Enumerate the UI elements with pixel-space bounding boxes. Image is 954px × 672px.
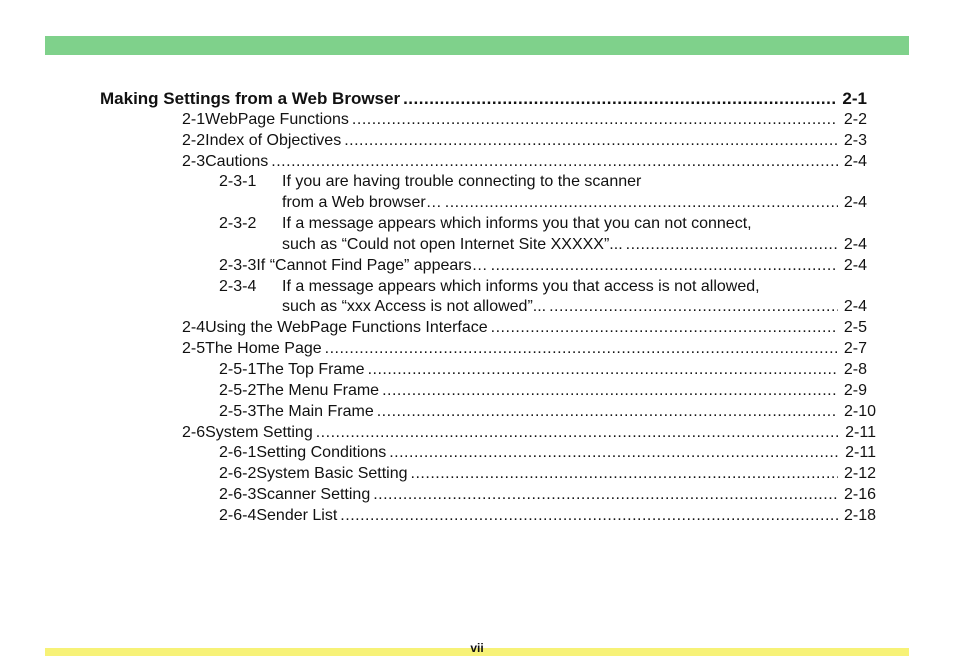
- toc-entry-2-5-2[interactable]: [219, 381, 867, 401]
- toc-entry-page: 2-4: [843, 236, 867, 253]
- toc-entry-number: 2-4: [182, 319, 206, 336]
- toc-entry-number: 2-5: [182, 340, 206, 357]
- toc-entry-2-3-3[interactable]: [219, 256, 867, 276]
- toc-entry-title: Index of Objectives: [205, 132, 342, 149]
- toc-entry-number: 2-5-3: [219, 403, 257, 420]
- toc-entry-page: 2-4: [843, 257, 867, 274]
- toc-entry-number: 2-6: [182, 424, 206, 441]
- toc-entry-2-3-2-cont[interactable]: [282, 235, 867, 255]
- toc-entry-page: 2-11: [845, 444, 876, 461]
- toc-entry-title: If a message appears which informs you that access is not allowed,: [282, 278, 760, 295]
- dot-leader: [549, 297, 838, 317]
- toc-entry-page: 2-4: [843, 194, 867, 211]
- toc-entry-2-4[interactable]: [182, 318, 867, 338]
- toc-entry-page: 2-2: [843, 111, 867, 128]
- toc-entry-title-cont: such as “xxx Access is not allowed”...: [282, 298, 547, 315]
- toc-entry-title-cont: from a Web browser…: [282, 194, 442, 211]
- toc-entry-title: The Menu Frame: [256, 382, 380, 399]
- dot-leader: [373, 485, 838, 505]
- toc-entry-2-5-1[interactable]: [219, 360, 867, 380]
- toc-entry-number: 2-6-3: [219, 486, 257, 503]
- toc-entry-number: 2-6-2: [219, 465, 257, 482]
- toc-entry-2-6-3[interactable]: [219, 485, 876, 505]
- toc-entry-number: 2-3-3: [219, 257, 257, 274]
- toc-entry-title: Using the WebPage Functions Interface: [205, 319, 488, 336]
- toc-entry-title-cont: such as “Could not open Internet Site XXXXX”...: [282, 236, 623, 253]
- dot-leader: [491, 318, 838, 338]
- toc-heading[interactable]: [100, 88, 867, 110]
- toc-entry-title: Setting Conditions: [256, 444, 387, 461]
- dot-leader: [340, 506, 838, 526]
- toc-entry-number: 2-5-2: [219, 382, 257, 399]
- toc-entry-number: 2-3-4: [219, 278, 257, 295]
- dot-leader: [271, 152, 838, 172]
- toc-entry-page: 2-7: [843, 340, 867, 357]
- dot-leader: [445, 193, 838, 213]
- toc-entry-2-3-1-cont[interactable]: [282, 193, 867, 213]
- toc-entry-2-6[interactable]: [182, 423, 876, 443]
- toc-heading-page: 2-1: [842, 89, 867, 108]
- dot-leader: [316, 423, 839, 443]
- toc-entry-2-3-2[interactable]: [219, 214, 867, 234]
- dot-leader: [344, 131, 838, 151]
- toc-entry-number: 2-3-1: [219, 173, 257, 190]
- dot-leader: [382, 381, 838, 401]
- toc-entry-title: The Main Frame: [256, 403, 374, 420]
- toc-entry-2-3-4-cont[interactable]: [282, 297, 867, 317]
- toc-entry-title: Sender List: [256, 507, 338, 524]
- toc-entry-page: 2-8: [843, 361, 867, 378]
- page-number: vii: [470, 641, 484, 655]
- toc-entry-2-5-3[interactable]: [219, 402, 876, 422]
- dot-leader: [389, 443, 839, 463]
- toc-entry-2-6-2[interactable]: [219, 464, 876, 484]
- toc-entry-page: 2-3: [843, 132, 867, 149]
- toc-entry-2-6-1[interactable]: [219, 443, 876, 463]
- dot-leader: [368, 360, 838, 380]
- toc-entry-page: 2-11: [845, 424, 876, 441]
- toc-entry-title: The Top Frame: [256, 361, 365, 378]
- toc-entry-page: 2-16: [843, 486, 876, 503]
- toc-entry-page: 2-4: [843, 153, 867, 170]
- dot-leader: [352, 110, 838, 130]
- toc-entry-number: 2-3-2: [219, 215, 257, 232]
- toc-entry-title: System Setting: [205, 424, 313, 441]
- toc-entry-page: 2-10: [843, 403, 876, 420]
- toc-entry-2-5[interactable]: [182, 339, 867, 359]
- toc-entry-page: 2-9: [843, 382, 867, 399]
- toc-entry-2-3[interactable]: [182, 152, 867, 172]
- dot-leader: [325, 339, 838, 359]
- toc-entry-number: 2-6-4: [219, 507, 257, 524]
- toc-entry-page: 2-5: [843, 319, 867, 336]
- toc-entry-2-1[interactable]: [182, 110, 867, 130]
- toc-entry-number: 2-1: [182, 111, 206, 128]
- toc-entry-number: 2-2: [182, 132, 206, 149]
- dot-leader: [491, 256, 838, 276]
- toc-entry-title: The Home Page: [205, 340, 322, 357]
- toc-entry-title: System Basic Setting: [256, 465, 408, 482]
- dot-leader: [626, 235, 838, 255]
- toc-entry-title: If you are having trouble connecting to the scanner: [282, 173, 642, 190]
- toc-entry-number: 2-6-1: [219, 444, 257, 461]
- toc-heading-title: Making Settings from a Web Browser: [100, 89, 401, 108]
- toc-entry-title: Cautions: [205, 153, 269, 170]
- toc-entry-page: 2-4: [843, 298, 867, 315]
- toc-entry-2-6-4[interactable]: [219, 506, 876, 526]
- toc-entry-title: WebPage Functions: [205, 111, 349, 128]
- toc-entry-number: 2-3: [182, 153, 206, 170]
- toc-entry-2-2[interactable]: [182, 131, 867, 151]
- toc-entry-title: If a message appears which informs you that you can not connect,: [282, 215, 752, 232]
- toc-entry-number: 2-5-1: [219, 361, 257, 378]
- dot-leader: [411, 464, 838, 484]
- toc-entry-title: Scanner Setting: [256, 486, 371, 503]
- toc-entry-2-3-1[interactable]: [219, 172, 867, 192]
- dot-leader: [377, 402, 838, 422]
- dot-leader: [403, 88, 836, 110]
- toc-entry-page: 2-12: [843, 465, 876, 482]
- toc-entry-2-3-4[interactable]: [219, 277, 867, 297]
- toc-entry-page: 2-18: [843, 507, 876, 524]
- toc-entry-title: If “Cannot Find Page” appears…: [256, 257, 488, 274]
